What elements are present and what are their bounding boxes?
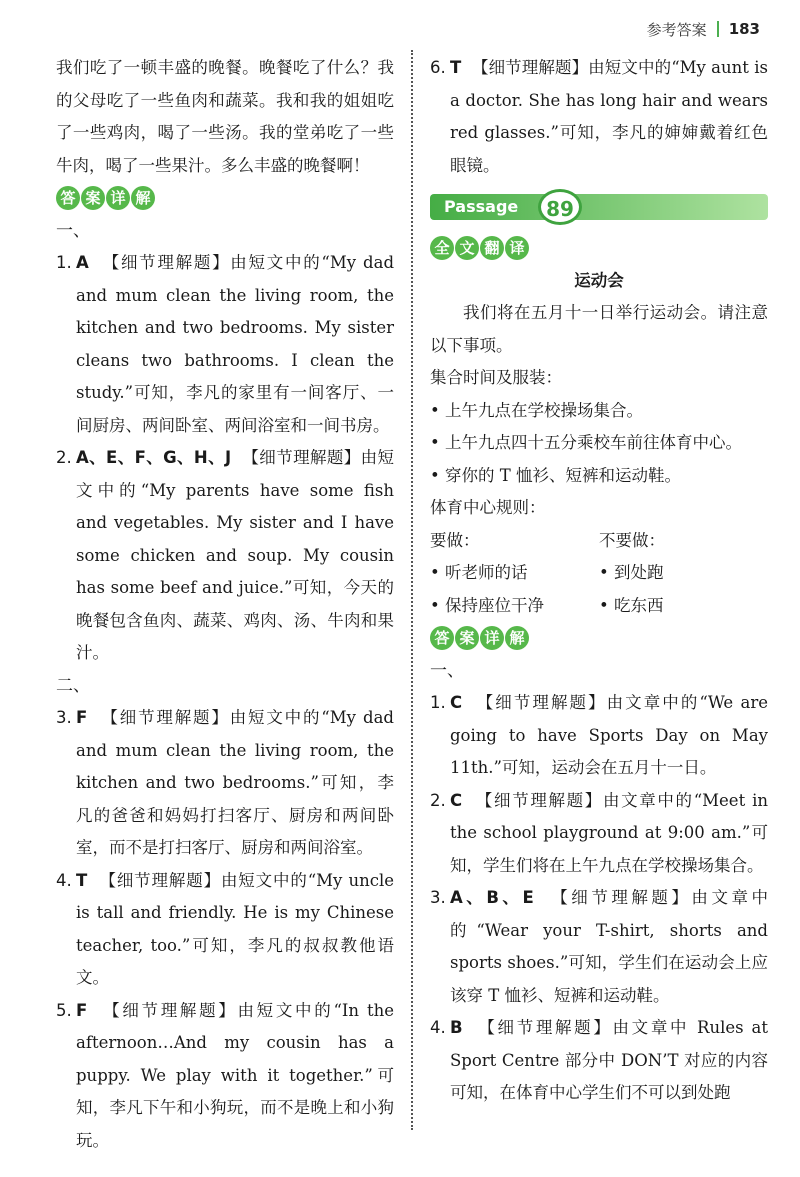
dont-item: • 吃东西 — [599, 595, 664, 615]
tag-char: 文 — [455, 236, 479, 260]
item-answer: F — [76, 708, 88, 727]
item-number: 1. — [430, 693, 446, 712]
translation-line: 体育中心规则： — [430, 498, 546, 517]
tag-char: 翻 — [480, 236, 504, 260]
item-answer: T — [76, 870, 88, 890]
item-answer: A、E、F、G、H、J — [76, 448, 232, 467]
tag-char: 译 — [505, 236, 529, 260]
right-column — [430, 52, 768, 1110]
tag-char: 案 — [81, 186, 105, 210]
tag-char: 答 — [430, 626, 454, 650]
dont-item: • 到处跑 — [599, 563, 664, 582]
item-explanation: 【细节理解题】由短文中的“My uncle is tall and friendly. He is my Chinese teacher, too.”可知，李凡的叔叔教他语文。 — [76, 870, 394, 987]
item-explanation: 【细节理解题】由文章中的“We are going to have Sports Day on May 11th.”可知，运动会在五月十一日。 — [450, 693, 768, 777]
dont-header: 不要做： — [599, 530, 665, 550]
item-number: 3. — [430, 888, 446, 907]
section-heading: 一、 — [430, 660, 464, 681]
item-explanation: 【细节理解题】由短文中的“My dad and mum clean the living room, the kitchen and two bedrooms.”可知，李凡的爸爸和妈妈打扫客厅、厨房和两间卧室，而不是打扫客厅、厨房和两间浴室。 — [76, 708, 394, 857]
section-heading: 一、 — [56, 220, 90, 241]
passage-label: Passage — [444, 197, 519, 216]
translation-paragraph: 我们吃了一顿丰盛的晚餐。晚餐吃了什么？我的父母吃了一些鱼肉和蔬菜。我和我的姐姐吃了一些鸡肉，喝了一些汤。我的堂弟吃了一些牛肉，喝了一些果汁。多么丰盛的晚餐啊！ — [56, 58, 394, 175]
header-divider — [717, 21, 719, 37]
passage-number: 89 — [538, 189, 582, 225]
item-number: 1. — [56, 253, 72, 272]
item-number: 3. — [56, 708, 72, 727]
answer-item — [56, 995, 394, 1158]
tag-char: 详 — [480, 626, 504, 650]
answer-item — [56, 247, 394, 442]
full-translation-tag — [430, 236, 530, 260]
answer-item — [430, 52, 768, 182]
item-answer: A、B、E — [450, 888, 534, 907]
answer-item — [430, 687, 768, 785]
item-explanation: 【细节理解题】由短文中的“My dad and mum clean the living room, the kitchen and two bedrooms. My sister cleans two bathrooms. I clean the study.”可知，李凡的家里有一间客厅、一间厨房、两间卧室、两间浴室和一间书房。 — [76, 253, 395, 435]
section-label: 参考答案 — [646, 20, 707, 39]
passage-banner — [430, 188, 768, 226]
item-answer: F — [76, 1000, 88, 1020]
item-answer: B — [450, 1018, 463, 1037]
left-column — [56, 52, 394, 1157]
page-header — [647, 14, 760, 44]
item-explanation: 【细节理解题】由短文中的“In the afternoon…And my cousin has a puppy. We play with it together.”可知，李凡下午和小狗玩，而不是晚上和小狗玩。 — [76, 1000, 394, 1150]
rules-grid — [430, 557, 768, 590]
answer-item — [56, 442, 394, 670]
section-heading: 二、 — [56, 675, 90, 696]
column-divider — [411, 50, 413, 1130]
translation-title: 运动会 — [574, 270, 624, 290]
do-item: • 保持座位干净 — [430, 595, 544, 615]
translation-line: 集合时间及服装： — [430, 368, 562, 387]
tag-char: 答 — [56, 186, 80, 210]
rules-grid — [430, 525, 768, 558]
item-explanation: 【细节理解题】由文章中 Rules at Sport Centre 部分中 DON’T 对应的内容可知，在体育中心学生们不可以到处跑 — [450, 1018, 768, 1102]
item-answer: A — [76, 253, 89, 272]
item-number: 4. — [56, 870, 72, 890]
item-number: 4. — [430, 1018, 446, 1037]
item-answer: T — [450, 58, 462, 77]
answer-item — [56, 865, 394, 995]
item-explanation: 【细节理解题】由文章中的“Meet in the school playground at 9:00 am.”可知，学生们将在上午九点在学校操场集合。 — [450, 790, 768, 875]
tag-char: 详 — [106, 186, 130, 210]
item-explanation: 【细节理解题】由短文中的“My parents have some fish and vegetables. My sister and I have some chicken and soup. My cousin has some beef and juice.”可知，今天的晚餐包含鱼肉、蔬菜、鸡肉、汤、牛肉和果汁。 — [76, 448, 394, 662]
item-explanation: 【细节理解题】由文章中的“Wear your T-shirt, shorts and sports shoes.”可知，学生们在运动会上应该穿 T 恤衫、短裤和运动鞋。 — [450, 888, 768, 1005]
tag-char: 全 — [430, 236, 454, 260]
do-item: • 听老师的话 — [430, 563, 528, 582]
item-number: 2. — [430, 790, 446, 810]
item-number: 2. — [56, 448, 72, 467]
tag-char: 案 — [455, 626, 479, 650]
answer-item — [56, 702, 394, 865]
answer-explanation-tag — [430, 626, 530, 650]
answer-item — [430, 1012, 768, 1110]
bullet-item: • 上午九点四十五分乘校车前往体育中心。 — [430, 433, 742, 452]
item-answer: C — [450, 790, 463, 810]
rules-grid — [430, 590, 768, 623]
do-header: 要做： — [430, 530, 480, 550]
answer-item — [430, 785, 768, 883]
item-number: 6. — [430, 58, 446, 77]
translation-paragraph: 我们将在五月十一日举行运动会。请注意以下事项。 — [430, 303, 768, 355]
item-answer: C — [450, 693, 463, 712]
tag-char: 解 — [505, 626, 529, 650]
bullet-item: • 穿你的 T 恤衫、短裤和运动鞋。 — [430, 465, 681, 485]
bullet-item: • 上午九点在学校操场集合。 — [430, 400, 643, 420]
answer-item — [430, 882, 768, 1012]
tag-char: 解 — [131, 186, 155, 210]
item-number: 5. — [56, 1000, 72, 1020]
item-explanation: 【细节理解题】由短文中的“My aunt is a doctor. She has long hair and wears red glasses.”可知，李凡的婶婶戴着红色眼镜。 — [450, 58, 768, 175]
answer-explanation-tag — [56, 186, 156, 210]
page-number: 183 — [728, 20, 760, 38]
